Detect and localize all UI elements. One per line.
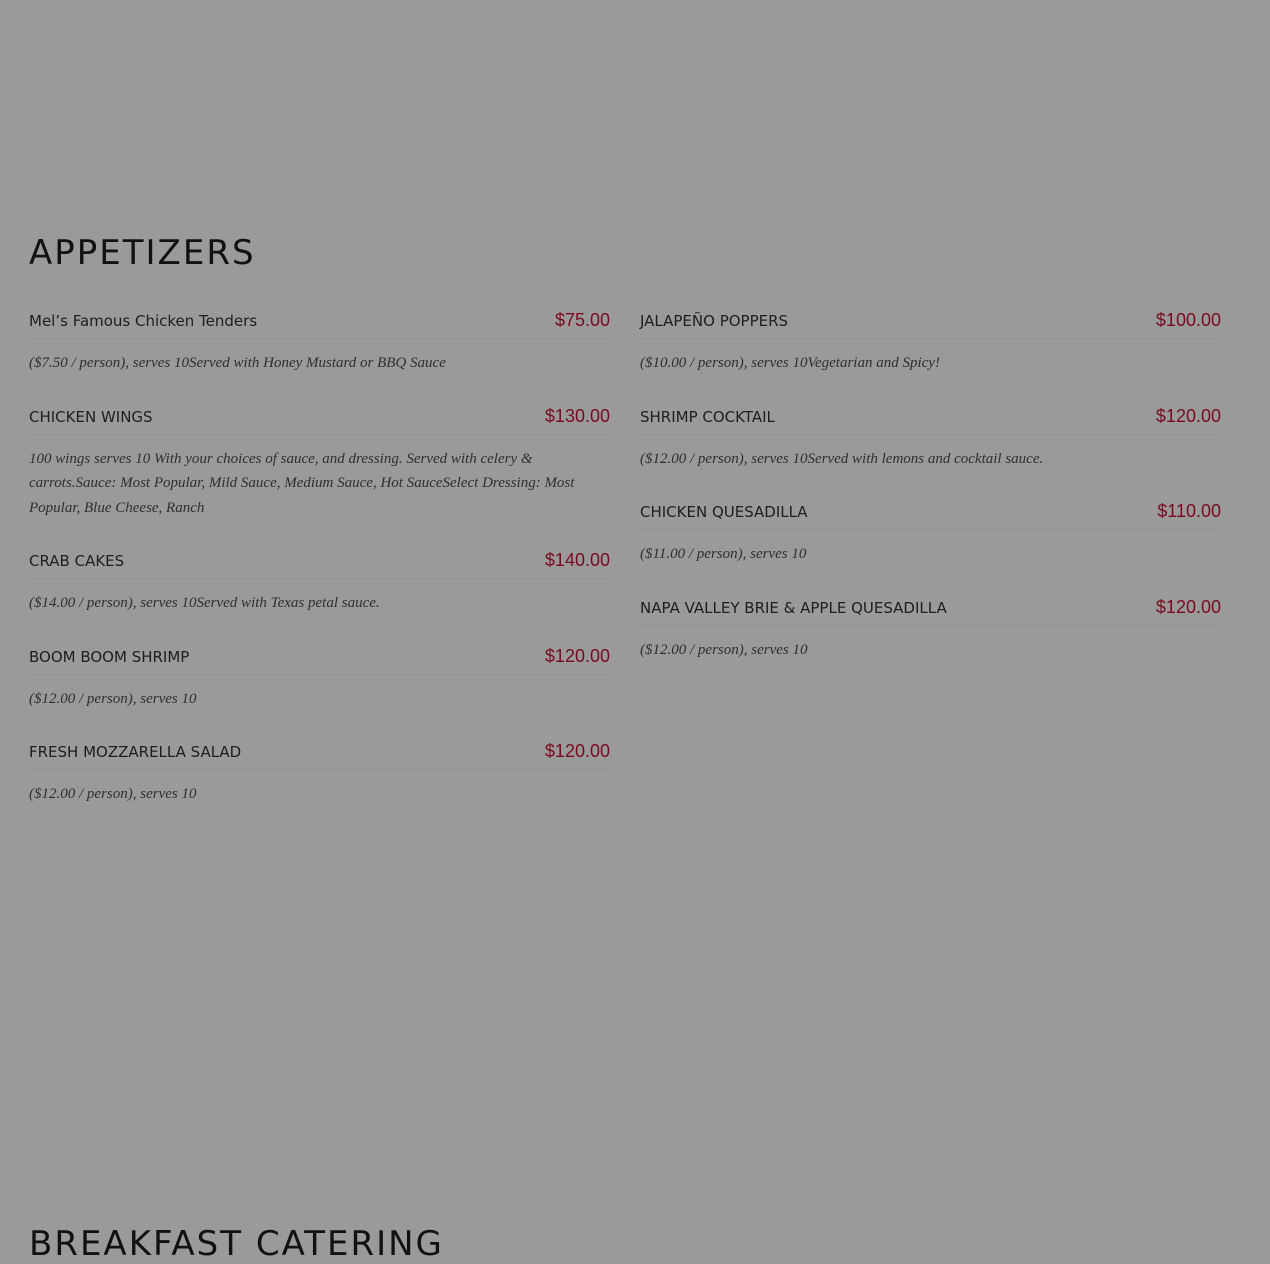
menu-item-description: ($14.00 / person), serves 10Served with Texas petal sauce. xyxy=(29,595,380,611)
menu-item-header xyxy=(640,498,1221,530)
menu-item-name: SHRIMP COCKTAIL xyxy=(640,407,775,426)
menu-item-header xyxy=(29,547,610,579)
menu-item xyxy=(640,403,1221,499)
menu-item-header xyxy=(29,738,610,770)
menu-item-price: $110.00 xyxy=(1157,501,1221,521)
menu-item-description: ($12.00 / person), serves 10 xyxy=(29,690,197,707)
menu-item-description: 100 wings serves 10 With your choices of sauce, and dressing. Served with celery & carrots.Sauce: Most Popular, Mild Sauce, Medium Sauce, Hot SauceSelect Dressing: Most Popular, Blue Cheese, Ranch xyxy=(29,450,575,516)
menu-item-header xyxy=(29,643,610,675)
menu-item xyxy=(640,594,1221,690)
menu-column-left xyxy=(29,307,610,834)
menu-item-header xyxy=(640,403,1221,435)
menu-item-price: $120.00 xyxy=(1155,596,1221,617)
menu-item-description: ($11.00 / person), serves 10 xyxy=(640,546,807,562)
menu-item-price: $120.00 xyxy=(544,645,610,666)
menu-item xyxy=(29,643,610,739)
menu-item-description: ($12.00 / person), serves 10Served with lemons and cocktail sauce. xyxy=(640,450,1044,467)
appetizers-heading: APPETIZERS xyxy=(29,233,256,273)
menu-item-name: NAPA VALLEY BRIE & APPLE QUESADILLA xyxy=(640,598,947,617)
menu-item xyxy=(29,738,610,834)
menu-item-name: CHICKEN WINGS xyxy=(29,407,153,426)
menu-item xyxy=(29,547,610,643)
menu-item-price: $140.00 xyxy=(544,550,610,570)
menu-item-price: $120.00 xyxy=(1155,405,1221,426)
menu-item-price: $130.00 xyxy=(544,405,610,426)
menu-item-price: $75.00 xyxy=(554,310,610,330)
menu-item-header xyxy=(640,307,1221,339)
menu-item-description: ($12.00 / person), serves 10 xyxy=(29,786,197,802)
menu-item-name: FRESH MOZZARELLA SALAD xyxy=(29,743,242,761)
menu-item-name: Mel’s Famous Chicken Tenders xyxy=(29,312,258,330)
menu-item-name: CHICKEN QUESADILLA xyxy=(640,503,808,521)
menu-column-right xyxy=(640,307,1221,689)
menu-item xyxy=(29,403,610,548)
breakfast-catering-heading: BREAKFAST CATERING xyxy=(29,1224,444,1264)
menu-item xyxy=(640,498,1221,594)
menu-item-price: $100.00 xyxy=(1155,310,1221,330)
menu-item-header xyxy=(29,403,610,435)
menu-item-description: ($10.00 / person), serves 10Vegetarian and Spicy! xyxy=(640,355,940,371)
menu-item xyxy=(29,307,610,403)
menu-item-name: CRAB CAKES xyxy=(29,552,125,570)
menu-item-name: JALAPEÑO POPPERS xyxy=(640,312,789,330)
menu-item-header xyxy=(640,594,1221,626)
menu-item-price: $120.00 xyxy=(544,741,610,761)
menu-item-description: ($12.00 / person), serves 10 xyxy=(640,641,808,658)
menu-item-description: ($7.50 / person), serves 10Served with Honey Mustard or BBQ Sauce xyxy=(29,355,446,371)
menu-item-name: BOOM BOOM SHRIMP xyxy=(29,647,190,666)
menu-item xyxy=(640,307,1221,403)
menu-item-header xyxy=(29,307,610,339)
